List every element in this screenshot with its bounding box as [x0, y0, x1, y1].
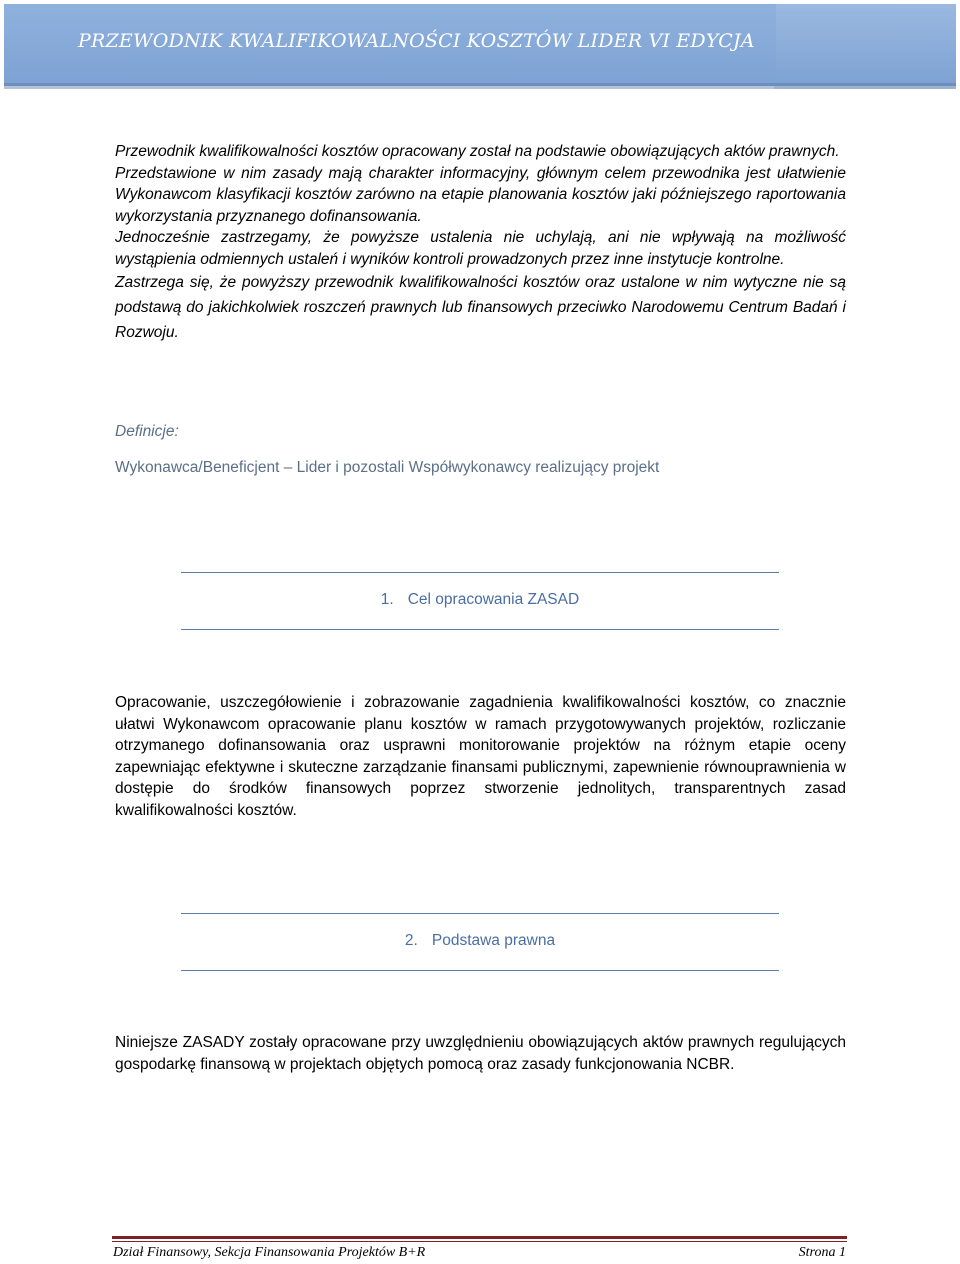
footer-department: Dział Finansowy, Sekcja Finansowania Projektów B+R	[113, 1245, 426, 1260]
section-1-top-rule	[181, 572, 779, 573]
footer-page-number: Strona 1	[798, 1245, 846, 1260]
section-1-bottom-rule	[181, 629, 779, 630]
section-1-number: 1.	[380, 591, 394, 608]
definitions-label: Definicje:	[115, 423, 179, 440]
disclaimer-paragraph-1: Przewodnik kwalifikowalności kosztów opracowany został na podstawie obowiązujących aktów prawnych.	[115, 143, 840, 160]
definition-text: Wykonawca/Beneficjent – Lider i pozostali Współwykonawcy realizujący projekt	[115, 459, 660, 476]
footer-rule-thin	[112, 1241, 847, 1242]
disclaimer	[115, 141, 846, 345]
section-2-body	[115, 1032, 846, 1075]
section-2-title: Podstawa prawna	[431, 932, 556, 949]
section-1-body	[115, 692, 846, 821]
section-2-top-rule	[181, 913, 779, 914]
section-1-title: Cel opracowania ZASAD	[407, 591, 580, 608]
section-2-number: 2.	[404, 932, 418, 949]
disclaimer-paragraph-3: Jednocześnie zastrzegamy, że powyższe ustalenia nie uchylają, ani nie wpływają na możliwość wystąpienia odmiennych ustaleń i wyników kontroli prowadzonych przez inne instytucje kontrolne.	[115, 229, 846, 268]
section-1-heading	[181, 591, 779, 609]
section-2-heading	[181, 932, 779, 950]
section-2-bottom-rule	[181, 970, 779, 971]
section-1-paragraph: Opracowanie, uszczegółowienie i zobrazowanie zagadnienia kwalifikowalności kosztów, co znacznie ułatwi Wykonawcom opracowanie planu kosztów w ramach przygotowywanych projektów, rozliczanie otrzymanego dofinansowania oraz usprawni monitorowanie projektów na różnym etapie oceny zapewniając efektywne i skuteczne zarządzanie finansami publicznymi, zapewnienie równouprawnienia w dostępie do środków finansowych poprzez stworzenie jednolitych, transparentnych zasad kwalifikowalności kosztów.	[115, 694, 846, 819]
header-band	[4, 4, 956, 86]
disclaimer-paragraph-2: Przedstawione w nim zasady mają charakter informacyjny, głównym celem przewodnika jest ułatwienie Wykonawcom klasyfikacji kosztów zarówno na etapie planowania kosztów jaki późniejszego raportowania wykorzystania przyznanego dofinansowania.	[115, 164, 846, 225]
document-title: PRZEWODNIK KWALIFIKOWALNOŚCI KOSZTÓW LIDER VI EDYCJA	[78, 30, 755, 52]
header-separator	[0, 86, 960, 89]
disclaimer-paragraph-4: Zastrzega się, że powyższy przewodnik kwalifikowalności kosztów oraz ustalone w nim wytyczne nie są podstawą do jakichkolwiek roszczeń prawnych lub finansowych przeciwko Narodowemu Centrum Badań i Rozwoju.	[115, 274, 846, 341]
footer-rule	[112, 1236, 847, 1239]
section-2-paragraph: Niniejsze ZASADY zostały opracowane przy uwzględnieniu obowiązujących aktów prawnych regulujących gospodarkę finansową w projektach objętych pomocą oraz zasady funkcjonowania NCBR.	[115, 1034, 846, 1073]
